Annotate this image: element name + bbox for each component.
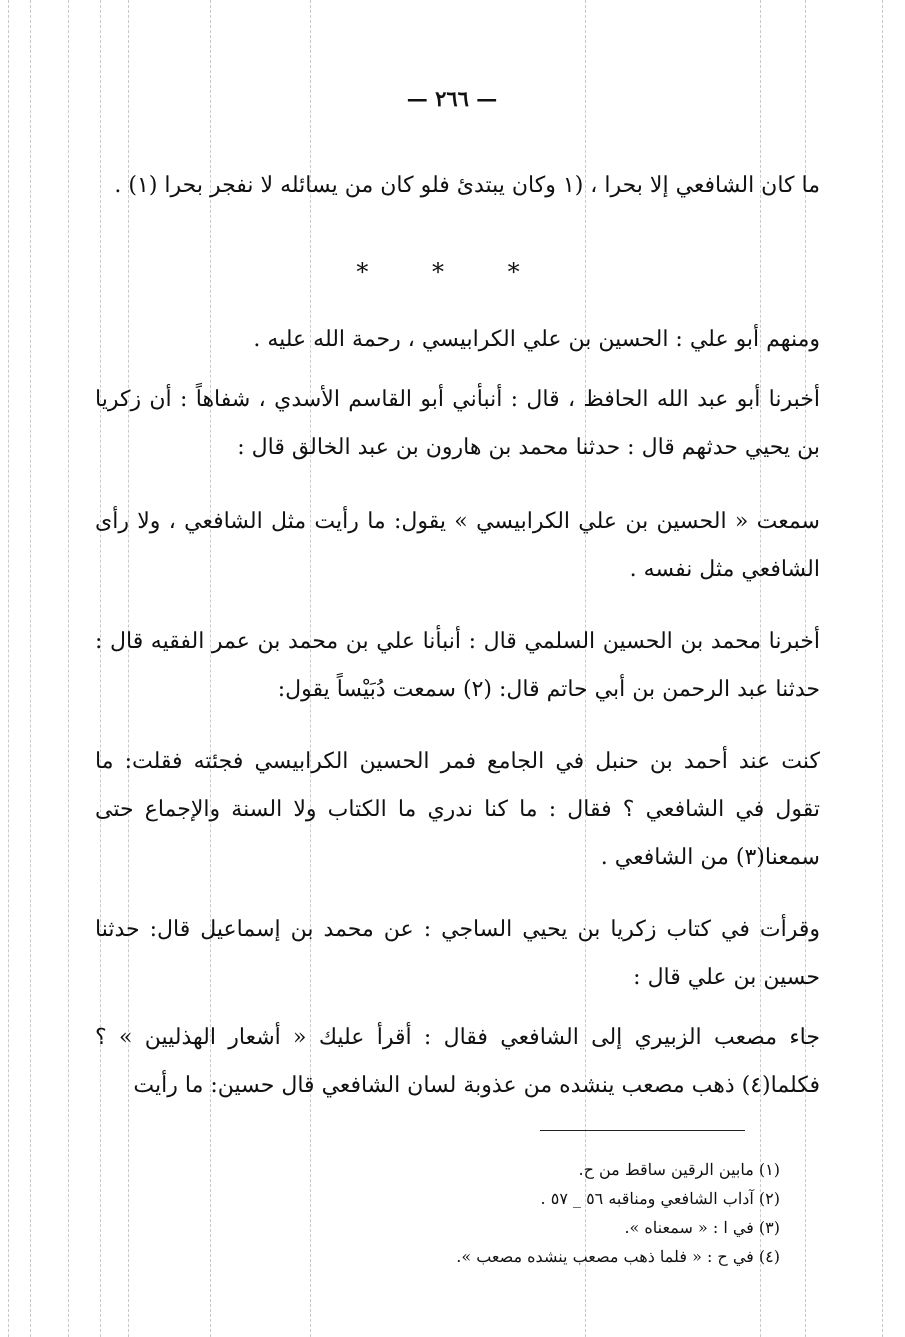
paragraph-text: وقرأت في كتاب زكريا بن يحيي الساجي : عن محمد بن إسماعيل قال: حدثنا حسين بن علي قال : bbox=[95, 917, 820, 990]
paragraph-text: أخبرنا محمد بن الحسين السلمي قال : أنبأنا علي بن محمد بن عمر الفقيه قال : حدثنا عبد الرحمن بن أبي حاتم قال: (٢) سمعت دُبَيْساً يقول: bbox=[95, 629, 820, 702]
footnote-2: (٢) آداب الشافعي ومناقبه ٥٦ _ ٥٧ . bbox=[540, 1189, 780, 1208]
footnote-divider bbox=[540, 1130, 745, 1131]
paragraph-7 bbox=[95, 906, 820, 1002]
footnote-1: (١) مابين الرقين ساقط من ح. bbox=[578, 1160, 780, 1179]
section-separator: * * * bbox=[356, 258, 548, 286]
paragraph-text: ما كان الشافعي إلا بحرا ، (١ وكان يبتدئ فلو كان من يسائله لا نفجر بحرا (١) . bbox=[114, 173, 820, 198]
paragraph-5 bbox=[95, 618, 820, 714]
paragraph-6 bbox=[95, 738, 820, 882]
paragraph-text: جاء مصعب الزبيري إلى الشافعي فقال : أقرأ عليك « أشعار الهذليين » ؟ فكلما(٤) ذهب مصعب ينشده من عذوبة لسان الشافعي قال حسين: ما رأيت bbox=[95, 1025, 820, 1098]
paragraph-1 bbox=[95, 162, 820, 210]
footnote-4: (٤) في ح : « فلما ذهب مصعب ينشده مصعب ». bbox=[456, 1247, 780, 1266]
paragraph-8 bbox=[95, 1014, 820, 1110]
footnotes bbox=[200, 1155, 780, 1271]
paragraph-2 bbox=[95, 316, 820, 364]
paragraph-text: ومنهم أبو علي : الحسين بن علي الكرابيسي ، رحمة الله عليه . bbox=[253, 327, 820, 352]
paragraph-text: سمعت « الحسين بن علي الكرابيسي » يقول: ما رأيت مثل الشافعي ، ولا رأى الشافعي مثل نفسه . bbox=[95, 509, 820, 582]
page-number: — ٢٦٦ — bbox=[406, 86, 498, 111]
paragraph-3 bbox=[95, 376, 820, 472]
paragraph-text: أخبرنا أبو عبد الله الحافظ ، قال : أنبأني أبو القاسم الأسدي ، شفاهاً : أن زكريا بن يحيي حدثهم قال : حدثنا محمد بن هارون بن عبد الخالق قال : bbox=[95, 387, 820, 460]
paragraph-text: كنت عند أحمد بن حنبل في الجامع فمر الحسين الكرابيسي فجئته فقلت: ما تقول في الشافعي ؟ فقال : ما كنا ندري ما الكتاب ولا السنة والإجماع حتى سمعنا(٣) من الشافعي . bbox=[95, 749, 820, 870]
paragraph-4 bbox=[95, 498, 820, 594]
footnote-3: (٣) في ا : « سمعناه ». bbox=[624, 1218, 780, 1237]
